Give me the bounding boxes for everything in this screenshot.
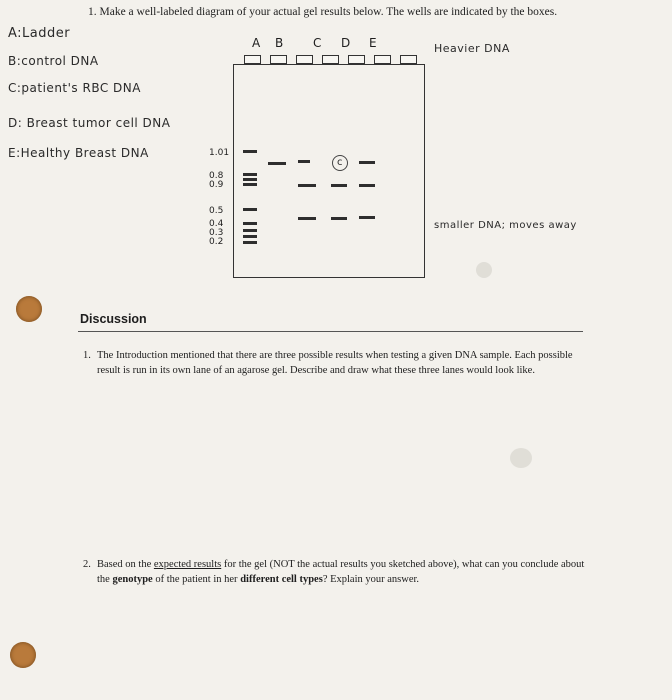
ladder-band <box>243 222 257 225</box>
discussion-question-1 <box>83 348 575 378</box>
key-ladder: A:Ladder <box>8 26 71 41</box>
question-emphasis: expected results <box>153 559 222 570</box>
question-text: The Introduction mentioned that there are three possible results when testing a given DNA sample. Each possible result is run in its own lane of an agarose gel. Describe and draw what these three lanes would look like. <box>97 350 573 376</box>
lane-label-e: E <box>369 36 377 50</box>
question-text: for the gel (NOT the actual results you sketched above), what can you conclude about the <box>97 559 585 585</box>
well-4 <box>322 55 339 64</box>
ladder-tick: 0.4 <box>209 219 224 229</box>
band-lane-e-upper <box>359 161 375 164</box>
band-lane-d-bottom <box>331 217 347 220</box>
heading-rule <box>78 331 583 332</box>
key-control-dna: B:control DNA <box>8 54 99 68</box>
band-lane-b-upper <box>268 162 286 165</box>
gel-diagram <box>233 64 425 278</box>
binder-hole-top <box>16 296 42 322</box>
discussion-heading: Discussion <box>80 312 147 326</box>
lane-label-c: C <box>313 36 322 50</box>
ladder-band <box>243 178 257 181</box>
question-emphasis: genotype <box>112 574 153 585</box>
ladder-band <box>243 208 257 211</box>
question-text: Based on the <box>97 559 154 570</box>
lane-label-b: B <box>275 36 284 50</box>
well-6 <box>374 55 391 64</box>
ladder-band <box>243 229 257 232</box>
smudge-mark <box>476 262 492 278</box>
discussion-question-2 <box>83 557 587 587</box>
ladder-tick: 0.3 <box>209 228 224 238</box>
band-lane-d-lower <box>331 184 347 187</box>
question-emphasis: different cell types <box>240 574 323 585</box>
ladder-tick: 1.01 <box>209 148 230 158</box>
smaller-dna-label: smaller DNA; moves away <box>434 220 577 231</box>
ladder-band <box>243 150 257 153</box>
binder-hole-bottom <box>10 642 36 668</box>
question-text: ? Explain your answer. <box>322 574 420 585</box>
key-breast-tumor: D: Breast tumor cell DNA <box>8 116 171 130</box>
question-number: 1. <box>83 350 91 361</box>
band-lane-e-bottom <box>359 216 375 219</box>
well-2 <box>270 55 287 64</box>
well-1 <box>244 55 261 64</box>
heavier-dna-label: Heavier DNA <box>434 42 510 55</box>
band-lane-b2-upper <box>298 160 310 163</box>
smudge-mark <box>510 448 532 468</box>
question-number: 2. <box>83 559 91 570</box>
ladder-band <box>243 235 257 238</box>
well-3 <box>296 55 313 64</box>
well-7 <box>400 55 417 64</box>
band-lane-c-bottom <box>298 217 316 220</box>
ladder-band <box>243 173 257 176</box>
key-patient-rbc: C:patient's RBC DNA <box>8 81 141 95</box>
key-healthy-breast: E:Healthy Breast DNA <box>8 146 149 160</box>
ladder-tick: 0.9 <box>209 180 224 190</box>
ladder-tick: 0.8 <box>209 171 224 181</box>
band-lane-e-lower <box>359 184 375 187</box>
band-lane-c-lower <box>298 184 316 187</box>
ladder-band <box>243 183 257 186</box>
lane-label-d: D <box>341 36 351 50</box>
question-1: 1. Make a well-labeled diagram of your actual gel results below. The wells are indicated by the boxes. <box>88 6 558 18</box>
lane-label-a: A <box>252 36 261 50</box>
ladder-tick: 0.2 <box>209 237 224 247</box>
ladder-band <box>243 241 257 244</box>
ladder-tick: 0.5 <box>209 206 224 216</box>
question-text: of the patient in her <box>152 574 241 585</box>
circled-c-annotation: c <box>332 155 348 171</box>
well-5 <box>348 55 365 64</box>
